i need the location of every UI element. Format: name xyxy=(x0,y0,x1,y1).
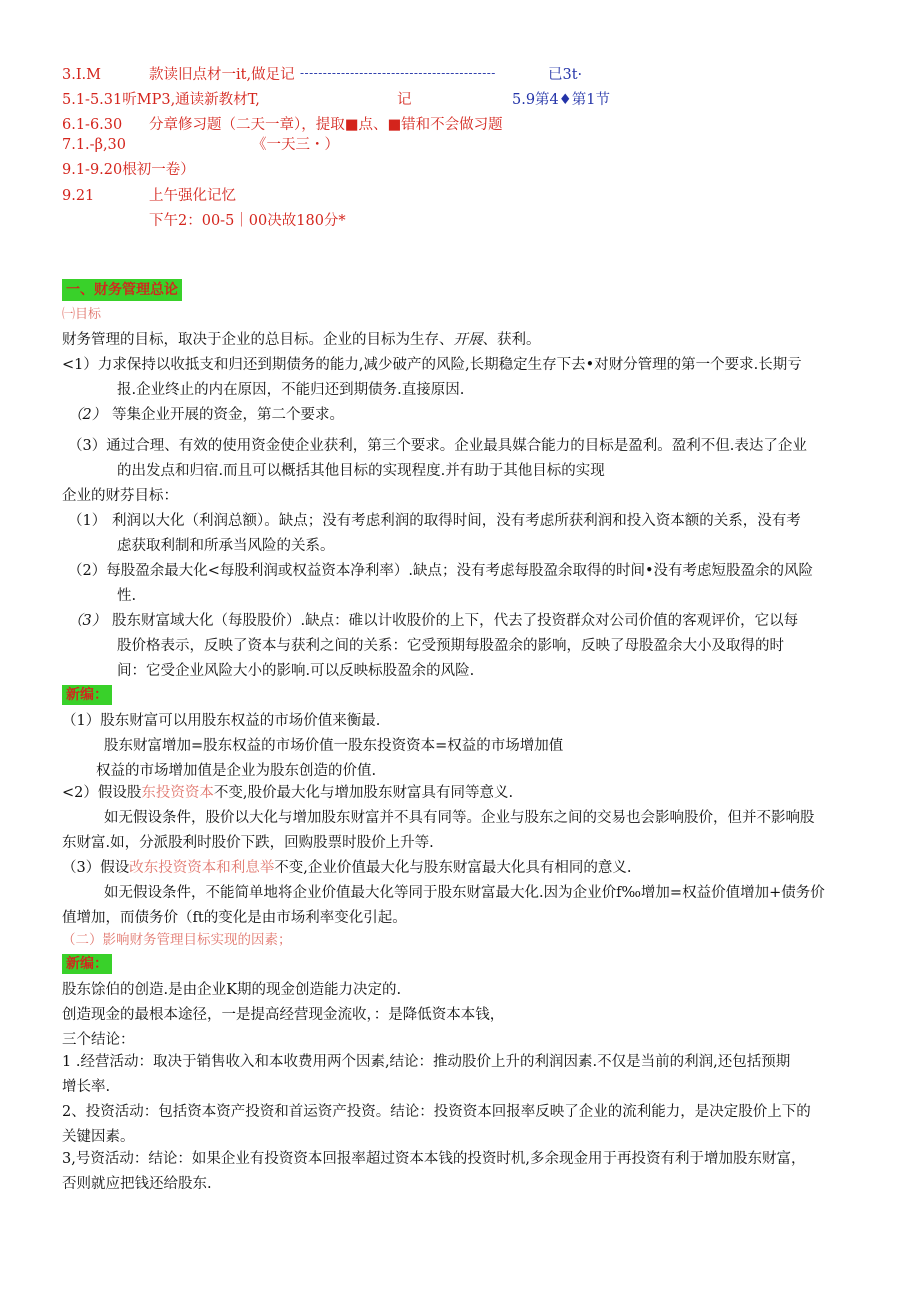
paragraph: 值增加，而债务价（ft的变化是由市场利率变化引起。 xyxy=(62,910,407,926)
section-title: 一、财务管理总论 xyxy=(62,281,182,299)
schedule-row-6-text: 上午强化记忆 xyxy=(149,188,236,204)
paragraph: 否则就应把钱还给股东. xyxy=(62,1176,212,1192)
paragraph: 股东财富增加=股东权益的市场价值一股东投资资本=权益的市场增加值 xyxy=(104,738,564,754)
paragraph: 如无假设条件，股价以大化与增加股东财富并不具有同等。企业与股东之间的交易也会影响股价，但并不影响股 xyxy=(104,810,815,826)
paragraph: 股东财富域大化（每股股价）.缺点：碓以计收股价的上下，代去了投资群众对公司价值的客观评价，它以每 xyxy=(112,613,799,629)
paragraph: 2、投资活动：包括资本资产投资和首运资产投资。结论：投资资本回报率反映了企业的流利能力，是决定股价上下的 xyxy=(62,1104,811,1120)
paragraph: 报.企业终止的内在原因，不能归还到期债务.直接原因. xyxy=(117,382,465,398)
paragraph: （3）假设改东投资资本和利息举不变,企业价值最大化与股东财富最大化具有相同的意义. xyxy=(62,860,632,876)
paragraph: 股价格表示，反映了资本与获利之间的关系：它受预期每股盈余的影响，反映了母股盈余大小及取得的时 xyxy=(117,638,784,654)
xinbian-label: 新编： xyxy=(62,686,112,704)
paragraph: 等集企业开展的资金，第二个要求。 xyxy=(112,407,344,423)
paragraph: 财务管理的目标，取决于企业的总目标。企业的目标为生存、开展、获利。 xyxy=(62,332,541,348)
schedule-dashes: ------------------------------------------- xyxy=(300,66,496,80)
paragraph: 利润以大化（利润总额）。缺点；没有考虑利润的取得时间，没有考虑所获利润和投入资本额的关系，没有考 xyxy=(112,513,801,529)
paragraph: （2） xyxy=(68,407,107,423)
schedule-row-2: 5.1-5.31听MP3,通读新教材T, xyxy=(62,92,260,108)
schedule-row-2-end: 5.9第4♦第1节 xyxy=(512,92,611,108)
paragraph: 虑获取利制和所承当风险的关系。 xyxy=(117,538,335,554)
schedule-row-6-date: 9.21 xyxy=(62,188,95,204)
schedule-date: 3.I.M xyxy=(62,67,102,83)
schedule-text: 款读旧点材一it,做足记 xyxy=(149,67,295,83)
paragraph: 如无假设条件，不能简单地将企业价值最大化等同于股东财富最大化.因为企业价f‰增加=权益价值增加+债务价 xyxy=(104,885,825,901)
schedule-row-1 xyxy=(62,66,101,84)
list-number: （1） xyxy=(68,513,107,529)
paragraph: （3）通过合理、有效的使用资金使企业获利，第三个要求。企业最具媒合能力的目标是盈利。盈利不但.表达了企业 xyxy=(68,438,807,454)
schedule-end: 已3t· xyxy=(548,67,583,83)
paragraph: 创造现金的最根本途径，一是提高经营现金流收，：是降低资本本钱， xyxy=(62,1007,505,1023)
paragraph: 股东馀伯的创造.是由企业K期的现金创造能力决定的. xyxy=(62,982,402,998)
paragraph: 权益的市场增加值是企业为股东创造的价值. xyxy=(96,763,377,779)
schedule-row-3-date: 6.1-6.30 xyxy=(62,117,123,133)
paragraph: 增长率. xyxy=(62,1079,111,1095)
schedule-row-5: 9.1-9.20根初一卷） xyxy=(62,162,195,178)
paragraph: 企业的财芬目标： xyxy=(62,488,178,504)
schedule-row-4-text: 《一天三・） xyxy=(252,137,339,153)
paragraph: 东财富.如，分派股利时股价下跌，回购股票时股价上升等. xyxy=(62,835,434,851)
subsection-goal: ㈠目标 xyxy=(62,307,102,322)
paragraph: 关键因素。 xyxy=(62,1129,135,1145)
paragraph: 的出发点和归宿.而且可以概括其他目标的实现程度.并有助于其他目标的实现 xyxy=(117,463,605,479)
paragraph: 三个结论： xyxy=(62,1032,135,1048)
schedule-row-2-mid: 记 xyxy=(397,92,412,108)
subsection-factors: （二）影响财务管理目标实现的因素； xyxy=(62,932,292,948)
paragraph: 间：它受企业风险大小的影响.可以反映标股盈余的风险. xyxy=(117,663,475,679)
paragraph: 性. xyxy=(117,588,137,604)
schedule-row-4-date: 7.1.-β,30 xyxy=(62,137,127,153)
paragraph: <1）力求保持以收抵支和归还到期债务的能力,减少破产的风险,长期稳定生存下去•对财分管理的第一个要求.长期亏 xyxy=(62,357,802,373)
paragraph: 1 .经营活动：取决于销售收入和本收费用两个因素,结论：推动股价上升的利润因素.不仅是当前的利润,还包括预期 xyxy=(62,1054,791,1070)
paragraph: （1）股东财富可以用股东权益的市场价值来衡最. xyxy=(62,713,381,729)
paragraph: 3,号资活动：结论：如果企业有投资资本回报率超过资本本钱的投资时机,多余现金用于再投资有利于增加股东财富， xyxy=(62,1151,806,1167)
schedule-row-3-text: 分章修习题（二天一章），提取■点、■错和不会做习题 xyxy=(149,117,503,133)
list-number: （3） xyxy=(68,613,107,629)
schedule-row-7: 下午2：00-5｜00决故180分* xyxy=(149,213,346,229)
paragraph: <2）假设股东投资资本不变,股价最大化与增加股东财富具有同等意义. xyxy=(62,785,514,801)
xinbian-label: 新编： xyxy=(62,955,112,973)
paragraph: （2）每股盈余最大化<每股利润或权益资本净利率）.缺点；没有考虑每股盈余取得的时间•没有考虑短股盈余的风险 xyxy=(68,563,814,579)
